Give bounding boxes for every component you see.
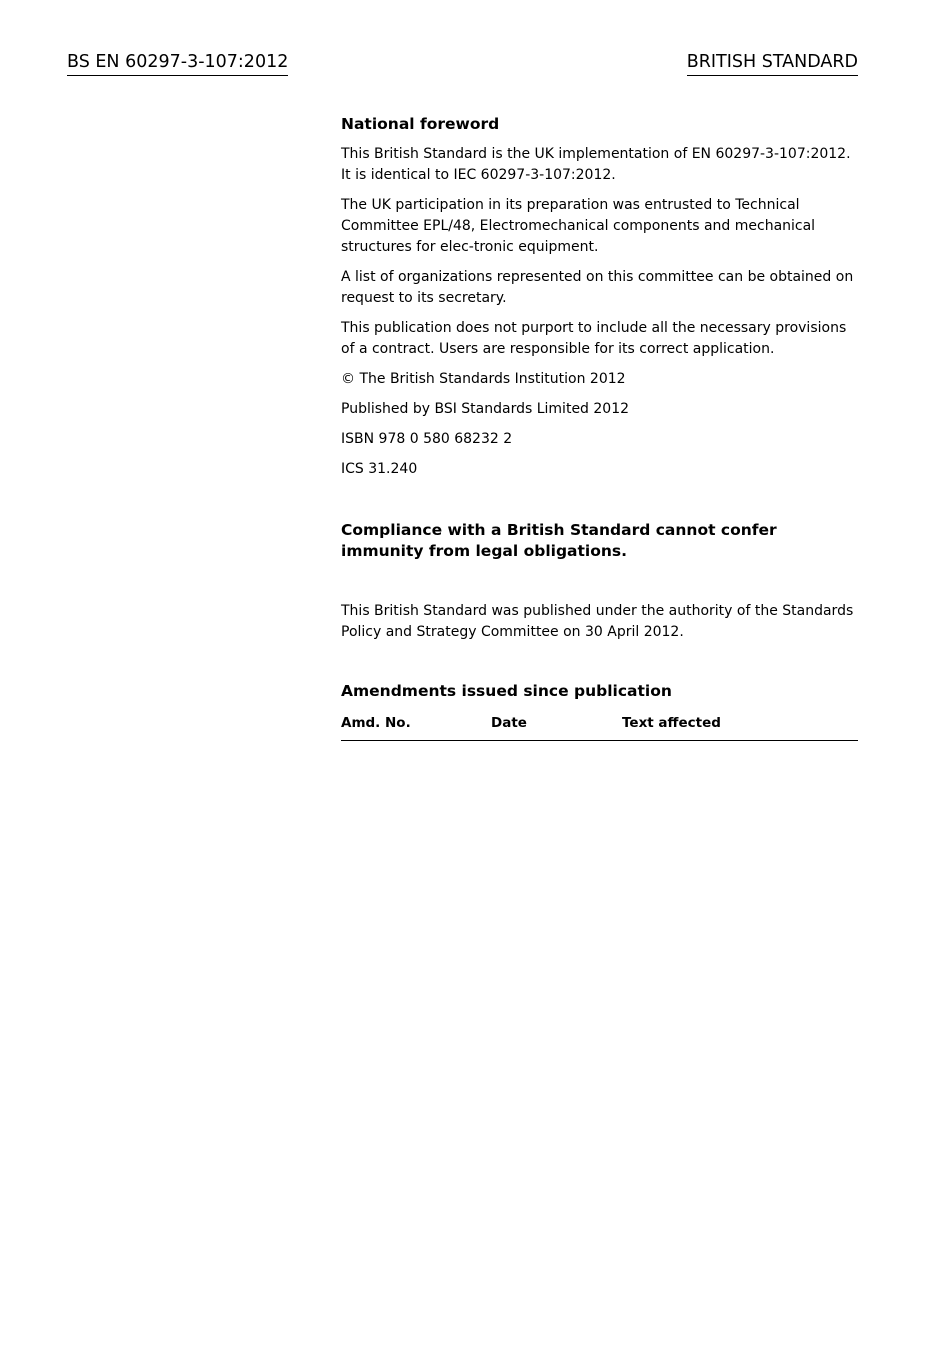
authority-statement: This British Standard was published under the authority of the Standards Policy and Strategy Committee on 30 April 2012. — [341, 603, 854, 640]
foreword-title: National foreword — [341, 115, 500, 133]
publisher-line: Published by BSI Standards Limited 2012 — [341, 401, 630, 417]
foreword-paragraph-organizations: A list of organizations represented on this committee can be obtained on request to its secretary. — [341, 269, 854, 306]
foreword-paragraph-implementation: This British Standard is the UK implementation of EN 60297-3-107:2012. It is identical to IEC 60297-3-107:2012. — [341, 146, 851, 183]
compliance-statement: Compliance with a British Standard cannot confer immunity from legal obligations. — [341, 521, 777, 560]
isbn-line: ISBN 978 0 580 68232 2 — [341, 431, 513, 447]
column-header-text-affected: Text affected — [622, 715, 721, 731]
main-content — [341, 114, 858, 741]
amendments-title: Amendments issued since publication — [341, 682, 672, 700]
foreword-paragraph-committee: The UK participation in its preparation was entrusted to Technical Committee EPL/48, Electromechanical components and mechanical structures for elec-tronic equipment. — [341, 197, 816, 255]
header-document-number: BS EN 60297-3-107:2012 — [67, 50, 288, 76]
column-header-date: Date — [491, 715, 527, 731]
header-standard-type: BRITISH STANDARD — [687, 50, 858, 76]
amendments-table-header — [341, 714, 858, 741]
ics-line: ICS 31.240 — [341, 461, 418, 477]
foreword-paragraph-disclaimer: This publication does not purport to include all the necessary provisions of a contract. Users are responsible for its correct application. — [341, 320, 847, 357]
column-header-amd-no: Amd. No. — [341, 715, 411, 731]
copyright-line: © The British Standards Institution 2012 — [341, 371, 626, 387]
